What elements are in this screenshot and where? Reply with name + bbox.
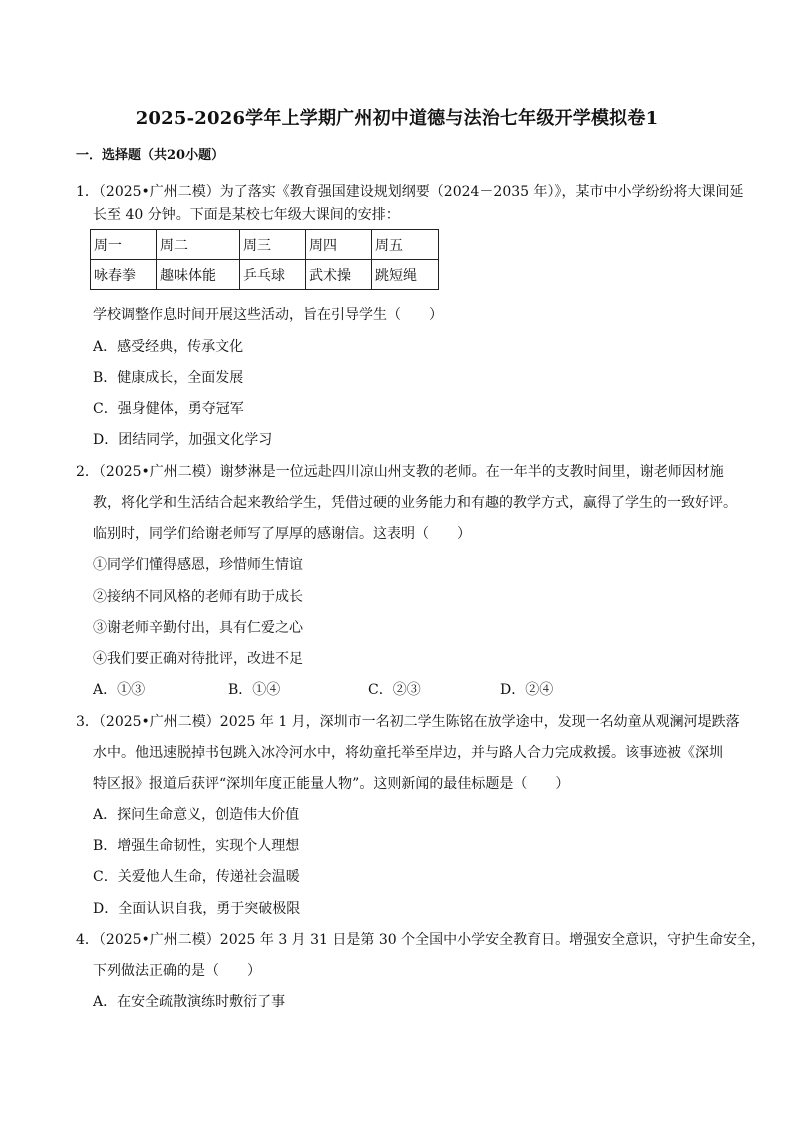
page-title: 2025-2026学年上学期广州初中道德与法治七年级开学模拟卷1 bbox=[135, 108, 659, 129]
q1-option-c: C．强身健体，勇夺冠军 bbox=[93, 401, 244, 417]
q3-option-b: B．增强生命韧性，实现个人理想 bbox=[93, 838, 300, 854]
q2-item-1: ①同学们懂得感恩，珍惜师生情谊 bbox=[93, 557, 303, 573]
table-cell: 周一 bbox=[91, 230, 157, 260]
schedule-table bbox=[90, 229, 439, 290]
q2-line-3: 临别时，同学们给谢老师写了厚厚的感谢信。这表明（ ） bbox=[93, 526, 471, 542]
q1-line-2: 长至 40 分钟。下面是某校七年级大课间的安排： bbox=[93, 207, 400, 223]
q3-option-a: A．探问生命意义，创造伟大价值 bbox=[93, 807, 300, 823]
q2-item-2: ②接纳不同风格的老师有助于成长 bbox=[93, 589, 303, 605]
q3-line-3: 特区报》报道后获评“深圳年度正能量人物”。这则新闻的最佳标题是（ ） bbox=[93, 776, 570, 792]
q1-line-1: 1．（2025•广州二模）为了落实《教育强国建设规划纲要（2024－2035 年）》，某市中小学纷纷将大课间延 bbox=[76, 184, 744, 200]
q2-item-3: ③谢老师辛勤付出，具有仁爱之心 bbox=[93, 620, 303, 636]
q2-option-d: D．②④ bbox=[500, 682, 554, 698]
q1-option-d: D．团结同学，加强文化学习 bbox=[93, 432, 273, 448]
q2-option-c: C．②③ bbox=[368, 682, 421, 698]
q3-line-1: 3．（2025•广州二模）2025 年 1 月，深圳市一名初二学生陈铭在放学途中，发现一名幼童从观澜河堤跌落 bbox=[76, 714, 740, 730]
table-cell: 武术操 bbox=[306, 260, 372, 290]
table-cell: 乒乓球 bbox=[240, 260, 306, 290]
table-row bbox=[91, 230, 439, 260]
q4-option-a: A．在安全疏散演练时敷衍了事 bbox=[93, 994, 286, 1010]
q1-option-a: A．感受经典，传承文化 bbox=[93, 339, 244, 355]
table-cell: 咏春拳 bbox=[91, 260, 157, 290]
table-cell: 趣味体能 bbox=[157, 260, 240, 290]
table-cell: 周三 bbox=[240, 230, 306, 260]
table-cell: 周五 bbox=[372, 230, 439, 260]
q1-option-b: B．健康成长，全面发展 bbox=[93, 370, 244, 386]
section-heading: 一．选择题（共20小题） bbox=[76, 148, 225, 163]
q2-line-2: 教，将化学和生活结合起来教给学生，凭借过硬的业务能力和有趣的教学方式，赢得了学生的一致好评。 bbox=[93, 495, 737, 511]
q2-option-b: B．①④ bbox=[228, 682, 281, 698]
q2-item-4: ④我们要正确对待批评，改进不足 bbox=[93, 651, 303, 667]
q3-option-c: C．关爱他人生命，传递社会温暖 bbox=[93, 869, 300, 885]
q3-option-d: D．全面认识自我，勇于突破极限 bbox=[93, 901, 301, 917]
q1-stem: 学校调整作息时间开展这些活动，旨在引导学生（ ） bbox=[93, 307, 443, 323]
q3-line-2: 水中。他迅速脱掉书包跳入冰冷河水中，将幼童托举至岸边，并与路人合力完成救援。该事迹被《深圳 bbox=[93, 745, 723, 761]
q4-line-2: 下列做法正确的是（ ） bbox=[93, 963, 261, 979]
q2-option-a: A．①③ bbox=[93, 682, 146, 698]
table-cell: 跳短绳 bbox=[372, 260, 439, 290]
q2-line-1: 2．（2025•广州二模）谢梦淋是一位远赴四川凉山州支教的老师。在一年半的支教时间里，谢老师因材施 bbox=[76, 464, 724, 480]
table-cell: 周四 bbox=[306, 230, 372, 260]
table-row bbox=[91, 260, 439, 290]
table-cell: 周二 bbox=[157, 230, 240, 260]
q4-line-1: 4．（2025•广州二模）2025 年 3 月 31 日是第 30 个全国中小学安全教育日。增强安全意识，守护生命安全， bbox=[76, 932, 766, 948]
